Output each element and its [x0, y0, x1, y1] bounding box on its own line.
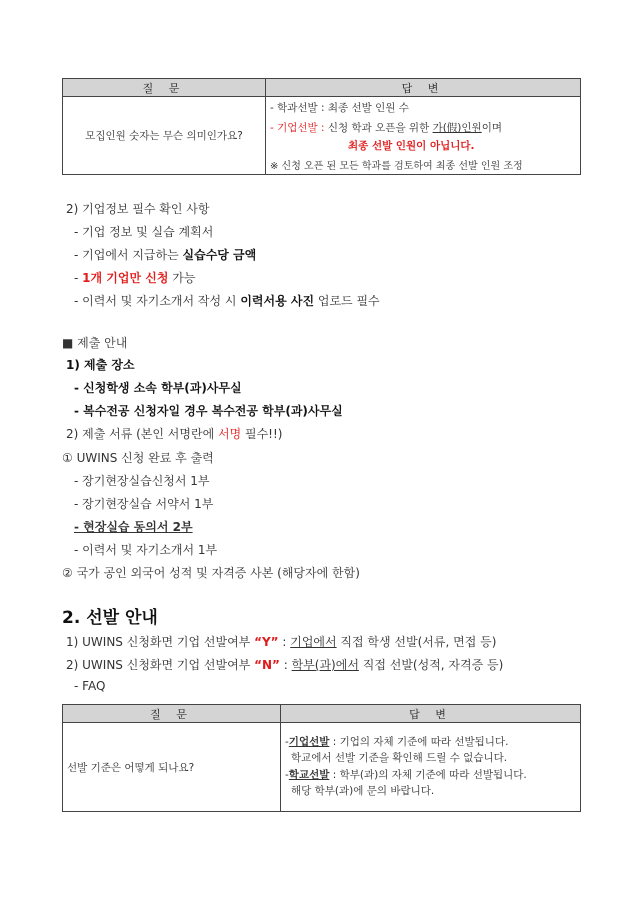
selection-text: : [278, 635, 291, 649]
info-item: - 기업 정보 및 실습 계획서 [74, 225, 214, 239]
docs-highlight: 서명 [218, 427, 242, 441]
docs-item-highlight: - 현장실습 동의서 2부 [74, 520, 193, 534]
question-cell: 선발 기준은 어떻게 되나요? [63, 723, 281, 812]
selection-line [66, 656, 503, 673]
selection-line [66, 633, 496, 650]
info-item-bold: 실습수당 금액 [182, 248, 257, 262]
answer-note: ※ 신청 오픈 된 모든 학과를 검토하여 최종 선발 인원 조정 [270, 161, 523, 172]
info-heading: 2) 기업정보 필수 확인 사항 [66, 202, 210, 216]
selection-mark: “Y” [254, 635, 279, 649]
selection-text: 1) UWINS 신청화면 기업 선발여부 [66, 635, 255, 649]
info-item-bold: 이력서용 사진 [240, 294, 315, 308]
question-cell: 모집인원 숫자는 무슨 의미인가요? [63, 97, 266, 175]
docs-item: - 장기현장실습 서약서 1부 [74, 497, 214, 511]
info-item-text: - 이력서 및 자기소개서 작성 시 [74, 294, 241, 308]
answer-cell [266, 97, 581, 175]
faq-label: - FAQ [74, 679, 106, 693]
answer-text: 신청 학과 오픈을 위한 [324, 122, 433, 134]
table-header-answer: 답 변 [266, 79, 581, 97]
info-item-text: - 기업에서 지급하는 [74, 248, 183, 262]
submit-place-heading: 1) 제출 장소 [66, 358, 135, 372]
selection-underline: 기업에서 [290, 635, 337, 649]
submit-place-item: - 복수전공 신청자일 경우 복수전공 학부(과)사무실 [74, 404, 343, 418]
submit-place-item: - 신청학생 소속 학부(과)사무실 [74, 381, 242, 395]
answer-label: - 기업선발 : [270, 122, 325, 134]
faq-table-selection [62, 704, 581, 812]
answer-text: - [285, 736, 289, 748]
selection-text: 직접 학생 선발(서류, 면접 등) [336, 635, 497, 649]
selection-text: 직접 선발(성적, 자격증 등) [358, 658, 504, 672]
faq-table-recruitment [62, 78, 581, 175]
info-item-text: 가능 [168, 271, 196, 285]
docs-text: 2) 제출 서류 (본인 서명란에 [66, 427, 218, 441]
docs-group-heading: ① UWINS 신청 완료 후 출력 [62, 451, 214, 465]
answer-line: 해당 학부(과)에 문의 바랍니다. [291, 785, 435, 797]
answer-cell [281, 723, 581, 812]
docs-text: 필수!!) [241, 427, 283, 441]
table-header-question: 질 문 [63, 79, 266, 97]
info-item-text: - [74, 271, 83, 285]
answer-underline: 가(假)인원 [432, 122, 482, 134]
answer-line [270, 120, 502, 135]
answer-bold: 기업선발 [288, 736, 330, 748]
selection-underline: 학부(과)에서 [291, 658, 359, 672]
answer-line [285, 767, 527, 782]
answer-line [285, 734, 508, 749]
info-item-bold: 1개 기업만 신청 [82, 271, 169, 285]
answer-line: - 학과선발 : 최종 선발 인원 수 [270, 102, 409, 114]
info-item-text: 업로드 필수 [314, 294, 380, 308]
table-header-answer: 답 변 [281, 705, 581, 723]
submit-docs-heading [66, 425, 283, 442]
docs-item: - 장기현장실습신청서 1부 [74, 474, 210, 488]
table-header-question: 질 문 [63, 705, 281, 723]
answer-tail: 이며 [481, 122, 502, 134]
info-item [74, 246, 256, 263]
docs-item: - 이력서 및 자기소개서 1부 [74, 543, 218, 557]
selection-text: 2) UWINS 신청화면 기업 선발여부 [66, 658, 255, 672]
answer-text: - [285, 769, 289, 781]
docs-group-heading: ② 국가 공인 외국어 성적 및 자격증 사본 (해당자에 한함) [62, 566, 360, 580]
answer-text: : 기업의 자체 기준에 따라 선발됩니다. [329, 736, 509, 748]
submit-heading: ■ 제출 안내 [62, 336, 128, 350]
selection-mark: “N” [254, 658, 280, 672]
info-item [74, 269, 195, 286]
info-item [74, 292, 380, 309]
answer-bold: 학교선발 [288, 769, 330, 781]
selection-text: : [279, 658, 292, 672]
answer-highlight: 최종 선발 인원이 아닙니다. [348, 140, 475, 152]
answer-text: : 학부(과)의 자체 기준에 따라 선발됩니다. [329, 769, 527, 781]
selection-heading: 2. 선발 안내 [62, 608, 158, 628]
answer-line: 학교에서 선발 기준을 확인해 드릴 수 없습니다. [291, 752, 508, 764]
